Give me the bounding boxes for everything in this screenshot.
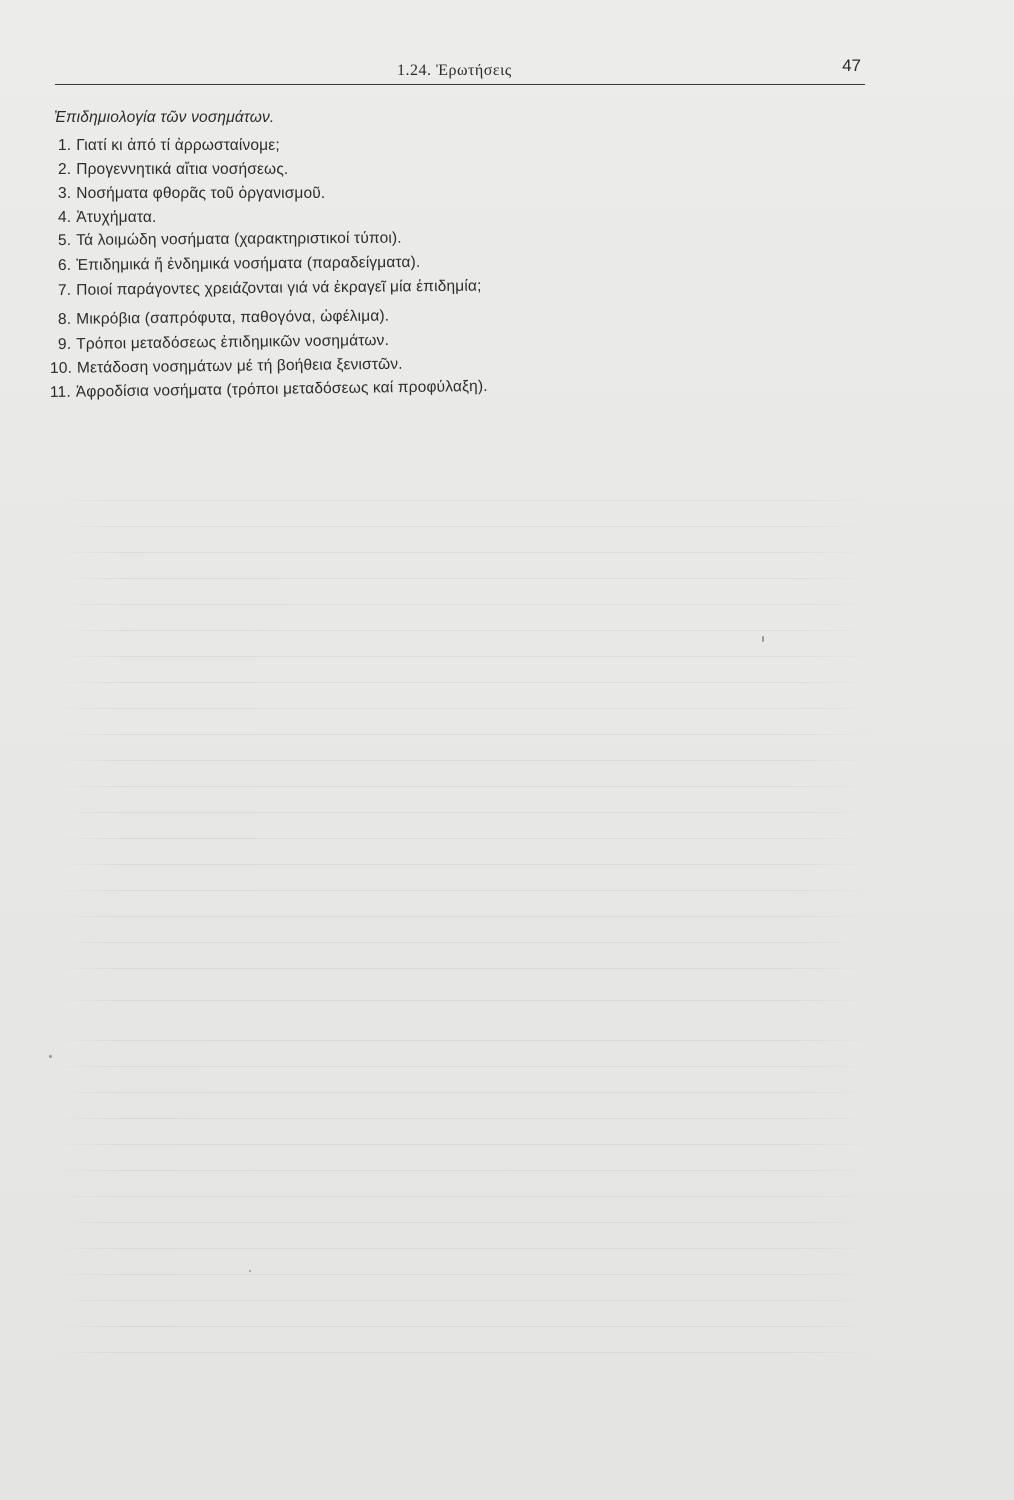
scan-speck (762, 636, 764, 642)
question-item (58, 278, 482, 300)
question-text: Ἐπιδημικά ἤ ἐνδημικά νοσήματα (παραδείγματα). (76, 253, 421, 274)
question-number: 2. (58, 161, 72, 178)
running-title: 1.24. Ἐρωτήσεις (397, 62, 512, 79)
question-item (58, 230, 402, 250)
question-item (50, 356, 403, 378)
scan-speck (249, 1270, 251, 1272)
question-number: 4. (58, 209, 72, 226)
question-number: 8. (57, 310, 72, 328)
scan-speck (49, 1055, 52, 1058)
running-header (55, 56, 865, 85)
question-number: 7. (57, 281, 72, 299)
question-text: Ποιοί παράγοντες χρειάζονται γιά νά ἐκραγεῖ μία ἐπιδημία; (76, 277, 482, 299)
question-item (58, 332, 389, 354)
question-number: 3. (58, 185, 72, 202)
question-text: Μικρόβια (σαπρόφυτα, παθογόνα, ὠφέλιμα). (76, 307, 390, 328)
question-item (58, 161, 288, 179)
question-number: 6. (57, 256, 72, 274)
question-text: Ἀτυχήματα. (76, 209, 157, 226)
question-text: Μετάδοση νοσημάτων μέ τή βοήθεια ξενιστῶν. (76, 355, 403, 377)
question-number: 5. (57, 231, 72, 249)
section-heading: Ἐπιδημιολογία τῶν νοσημάτων. (54, 109, 275, 126)
question-text: Ἀφροδίσια νοσήματα (τρόποι μεταδόσεως καί προφύλαξη). (75, 377, 488, 401)
question-number: 11. (49, 383, 71, 401)
question-item (50, 378, 488, 402)
question-text: Τρόποι μεταδόσεως ἐπιδημικῶν νοσημάτων. (76, 331, 390, 353)
question-item (58, 308, 389, 329)
question-item (58, 254, 421, 275)
question-number: 1. (58, 137, 72, 154)
question-text: Γιατί κι ἀπό τί ἀρρωσταίνομε; (76, 137, 280, 154)
question-text: Νοσήματα φθορᾶς τοῦ ὀργανισμοῦ. (76, 185, 326, 202)
question-text: Προγεννητικά αἴτια νοσήσεως. (76, 161, 289, 178)
question-number: 9. (57, 335, 72, 353)
question-text: Τά λοιμώδη νοσήματα (χαρακτηριστικοί τύποι). (76, 229, 402, 249)
question-item (58, 209, 157, 227)
question-number: 10. (49, 359, 73, 377)
question-item (58, 137, 280, 155)
question-item (58, 185, 325, 203)
page-number: 47 (842, 56, 861, 75)
